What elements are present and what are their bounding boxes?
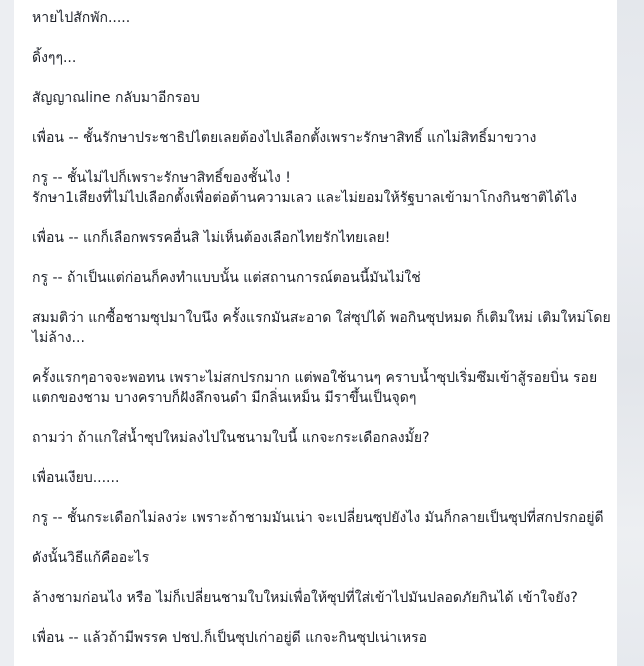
post-paragraph: ถามว่า ถ้าแกใส่น้ำซุปใหม่ลงไปในชนามใบนี้ แกจะกระเดือกลงมั้ย? <box>32 430 430 446</box>
post-paragraph: ดิ้งๆๆ... <box>32 50 77 66</box>
post-paragraph: สมมติว่า แกซื้อชามซุปมาใบนึง ครั้งแรกมันสะอาด ใส่ซุปได้ พอกินซุปหมด ก็เติมใหม่ เติมใหม่โดยไม่ล้าง... <box>32 310 611 346</box>
post-paragraph: เพื่อน -- แกก็เลือกพรรคอื่นสิ ไม่เห็นต้องเลือกไทยรักไทยเลย! <box>32 230 391 246</box>
post-paragraph: เพื่อนเงียบ...... <box>32 470 120 486</box>
post-paragraph: ล้างชามก่อนไง หรือ ไม่ก็เปลี่ยนชามใบใหม่เพื่อให้ซุปที่ใส่เข้าไปมันปลอดภัยกินได้ เข้าใจยัง? <box>32 590 578 606</box>
post-paragraph: กรู -- ถ้าเป็นแต่ก่อนก็คงทำแบบนั้น แต่สถานการณ์ตอนนี้มันไม่ใช่ <box>32 270 421 286</box>
post-paragraph: สัญญาณline กลับมาอีกรอบ <box>32 90 200 106</box>
post-paragraph: ครั้งแรกๆอาจจะพอทน เพราะไม่สกปรกมาก แต่พอใช้นานๆ คราบน้ำซุปเริ่มซึมเข้าสู้รอยบิ่น รอยแตกของชาม บางคราบก็ฝังลึกจนดำ มีกลิ่นเหม็น มีราขึ้นเป็นจุดๆ <box>32 370 598 406</box>
post-paragraph: เพื่อน -- แล้วถ้ามีพรรค ปชป.ก็เป็นซุปเก่าอยู่ดี แกจะกินซุปเน่าเหรอ <box>32 630 428 646</box>
page-background-left <box>0 0 14 666</box>
post-body <box>14 0 617 666</box>
post-paragraph: กรู -- ชั้นไม่ไปก็เพราะรักษาสิทธิ์ของชั้นไง ! รักษา1เสียงที่ไม่ไปเลือกตั้งเพื่อต่อต้านความเลว และไม่ยอมให้รัฐบาลเข้ามาโกงกินชาติได้ไง <box>32 170 577 206</box>
post-paragraph: หายไปสักพัก..... <box>32 10 131 26</box>
post-paragraph: กรู -- ชั้นกระเดือกไม่ลงว่ะ เพราะถ้าชามมันเน่า จะเปลี่ยนซุปยังไง มันก็กลายเป็นซุปที่สกปรกอยู่ดี <box>32 510 604 526</box>
post-paragraph: ดังนั้นวิธีแก้คืออะไร <box>32 550 150 566</box>
page-background-right <box>617 0 644 666</box>
post-paragraph: เพื่อน -- ชั้นรักษาประชาธิปไตยเลยต้องไปเลือกตั้งเพราะรักษาสิทธิ์ แกไม่สิทธิ์มาขวาง <box>32 130 537 146</box>
